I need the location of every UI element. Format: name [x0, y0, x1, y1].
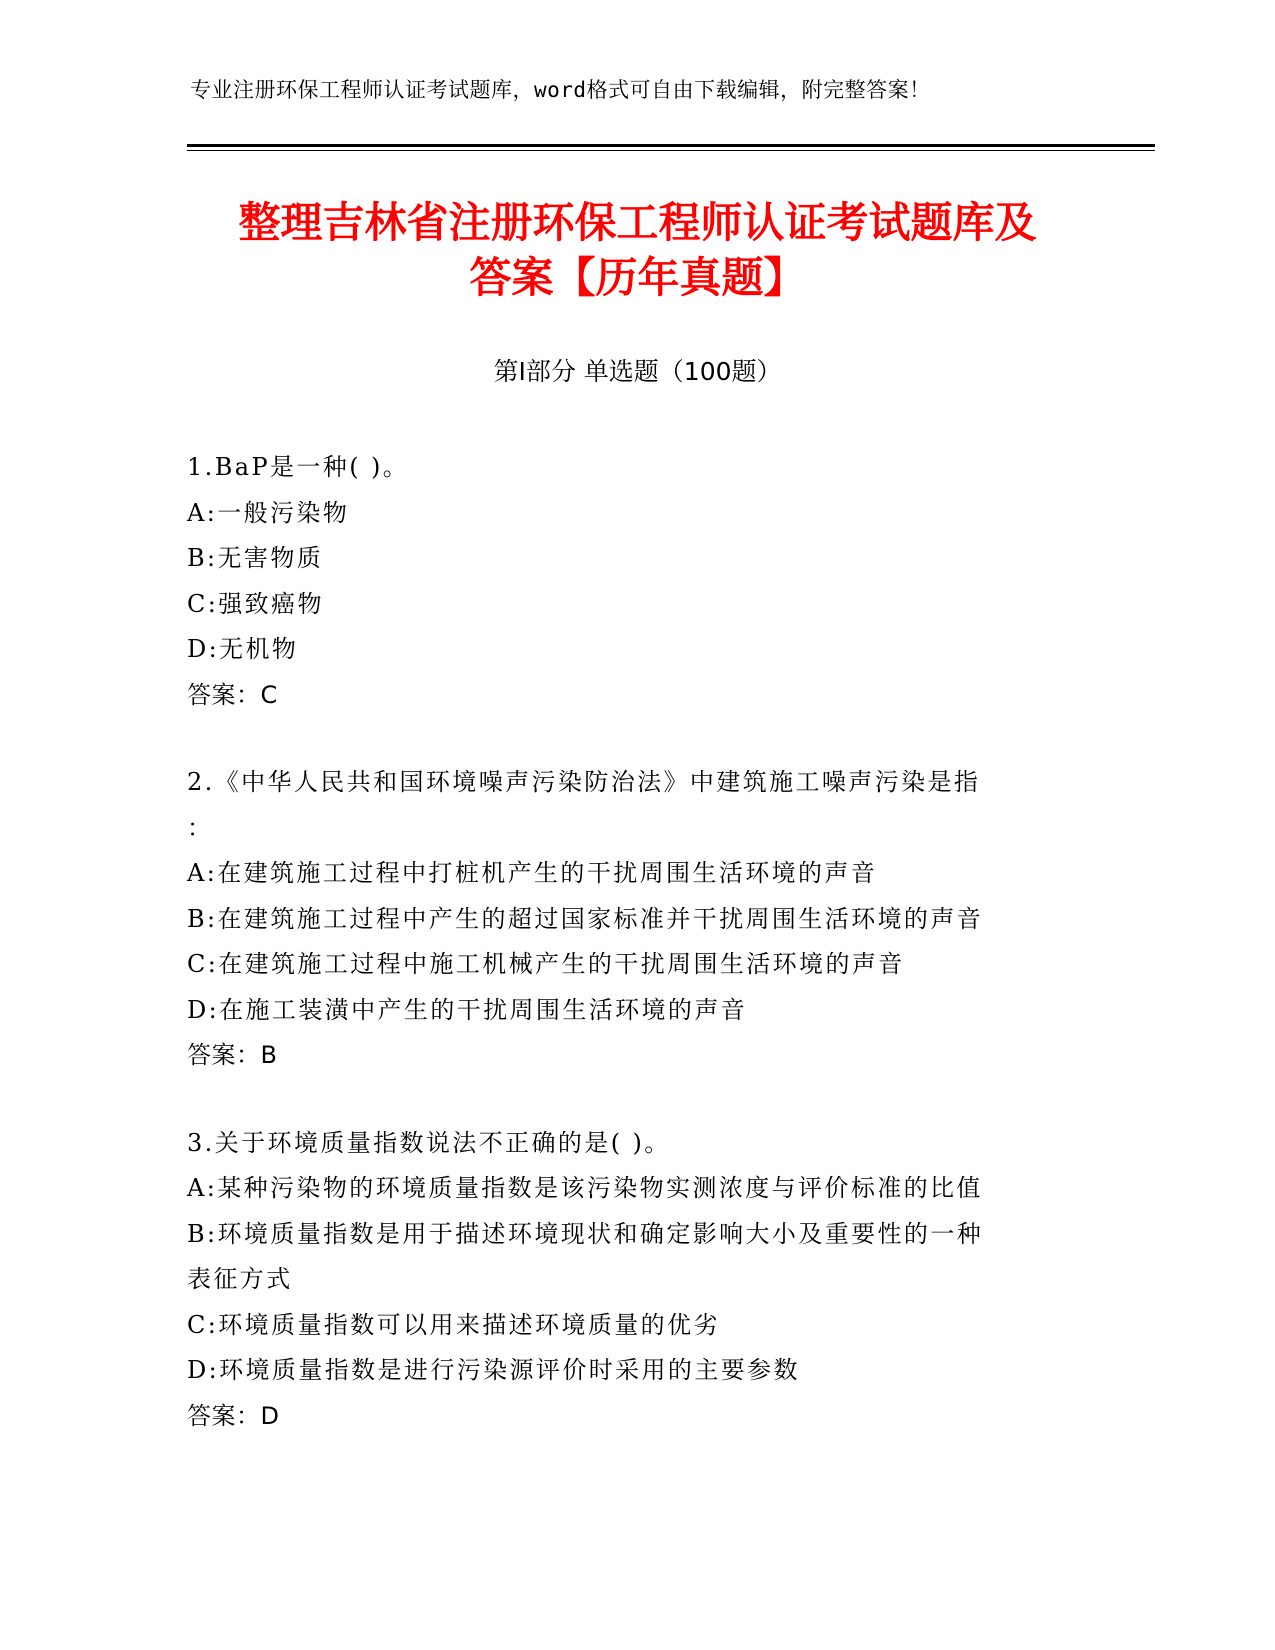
- option-a: A:在建筑施工过程中打桩机产生的干扰周围生活环境的声音: [187, 859, 878, 887]
- option-d: D:无机物: [187, 635, 299, 663]
- option-b: B:无害物质: [187, 544, 324, 572]
- header-rule-thin: [187, 150, 1155, 151]
- option-b: B:在建筑施工过程中产生的超过国家标准并干扰周围生活环境的声音: [187, 904, 984, 933]
- header-note: 专业注册环保工程师认证考试题库，word格式可自由下载编辑，附完整答案！: [190, 78, 931, 102]
- title-line-1: 整理吉林省注册环保工程师认证考试题库及: [238, 198, 1037, 247]
- question-stem-continuation: ：: [187, 813, 214, 842]
- question-stem: 1.BaP是一种( )。: [187, 453, 410, 481]
- answer-line: 答案：B: [187, 1041, 278, 1069]
- option-c: C:环境质量指数可以用来描述环境质量的优劣: [187, 1310, 720, 1339]
- section-heading: 第I部分 单选题（100题）: [493, 357, 782, 386]
- header-rule-thick: [187, 144, 1155, 147]
- option-a: A:某种污染物的环境质量指数是该污染物实测浓度与评价标准的比值: [187, 1174, 983, 1202]
- question-stem: 3.关于环境质量指数说法不正确的是( )。: [187, 1128, 671, 1157]
- option-b-continuation: 表征方式: [187, 1265, 293, 1293]
- option-c: C:强致癌物: [187, 589, 324, 618]
- answer-line: 答案：D: [187, 1401, 280, 1430]
- option-b: B:环境质量指数是用于描述环境现状和确定影响大小及重要性的一种: [187, 1219, 984, 1248]
- question-2: [187, 760, 1087, 1079]
- option-d: D:在施工装潢中产生的干扰周围生活环境的声音: [187, 995, 748, 1024]
- title-line-2: 答案【历年真题】: [469, 253, 806, 302]
- option-a: A:一般污染物: [187, 498, 350, 527]
- question-list: [187, 445, 1087, 1481]
- option-c: C:在建筑施工过程中施工机械产生的干扰周围生活环境的声音: [187, 950, 905, 978]
- question-3: [187, 1121, 1087, 1440]
- question-1: [187, 445, 1087, 718]
- answer-line: 答案：C: [187, 680, 278, 709]
- question-stem: 2.《中华人民共和国环境噪声污染防治法》中建筑施工噪声污染是指: [187, 768, 981, 796]
- option-d: D:环境质量指数是进行污染源评价时采用的主要参数: [187, 1356, 800, 1384]
- document-title: [150, 195, 1125, 305]
